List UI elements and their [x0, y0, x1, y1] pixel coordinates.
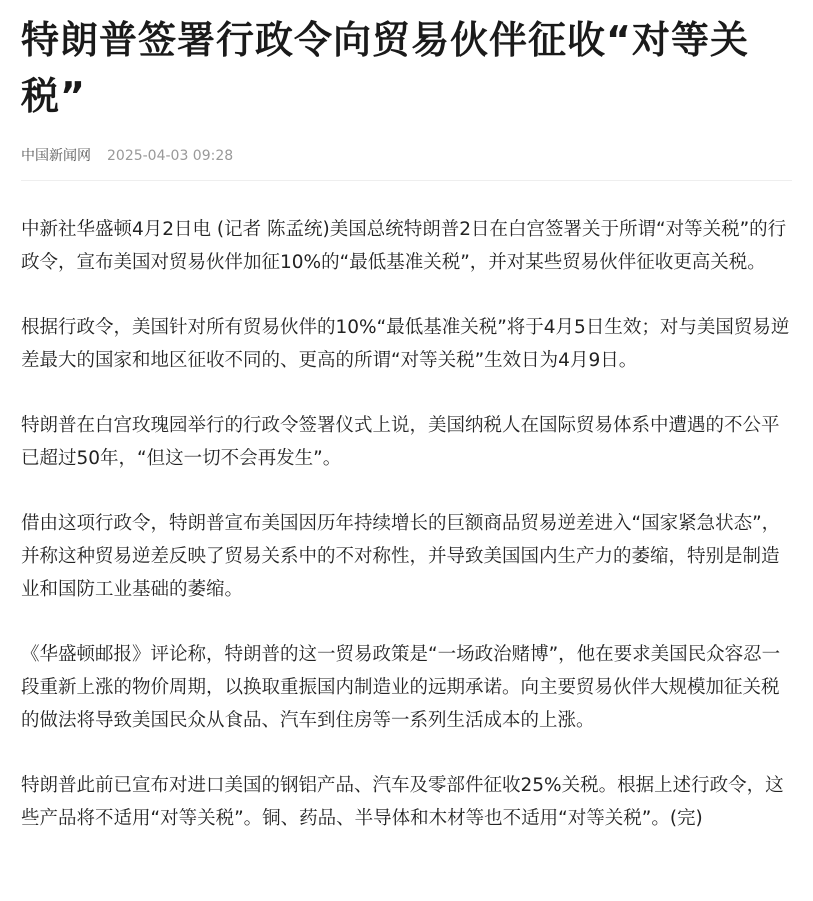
article-paragraph: 借由这项行政令，特朗普宣布美国因历年持续增长的巨额商品贸易逆差进入“国家紧急状态”，并称这种贸易逆差反映了贸易关系中的不对称性，并导致美国国内生产力的萎缩，特别是制造业和国防工业基础的萎缩。 — [21, 513, 781, 600]
article-datetime: 2025-04-03 09:28 — [107, 148, 234, 164]
article-paragraph: 特朗普此前已宣布对进口美国的钢铝产品、汽车及零部件征收25%关税。根据上述行政令，这些产品将不适用“对等关税”。铜、药品、半导体和木材等也不适用“对等关税”。(完) — [21, 775, 784, 829]
article-body — [21, 213, 792, 835]
article-paragraph: 中新社华盛顿4月2日电 (记者 陈孟统)美国总统特朗普2日在白宫签署关于所谓“对等关税”的行政令，宣布美国对贸易伙伴加征10%的“最低基准关税”，并对某些贸易伙伴征收更高关税。 — [21, 219, 787, 273]
article-source[interactable]: 中国新闻网 — [21, 148, 91, 164]
article-paragraph: 根据行政令，美国针对所有贸易伙伴的10%“最低基准关税”将于4月5日生效；对与美国贸易逆差最大的国家和地区征收不同的、更高的所谓“对等关税”生效日为4月9日。 — [21, 317, 790, 371]
meta-divider — [21, 180, 792, 181]
article-paragraph: 《华盛顿邮报》评论称，特朗普的这一贸易政策是“一场政治赌博”，他在要求美国民众容忍一段重新上涨的物价周期，以换取重振国内制造业的远期承诺。向主要贸易伙伴大规模加征关税的做法将导致美国民众从食品、汽车到住房等一系列生活成本的上涨。 — [21, 644, 781, 731]
article-title: 特朗普签署行政令向贸易伙伴征收“对等关税” — [21, 18, 749, 118]
article-meta — [21, 146, 792, 166]
article-paragraph: 特朗普在白宫玫瑰园举行的行政令签署仪式上说，美国纳税人在国际贸易体系中遭遇的不公平已超过50年，“但这一切不会再发生”。 — [21, 415, 780, 469]
